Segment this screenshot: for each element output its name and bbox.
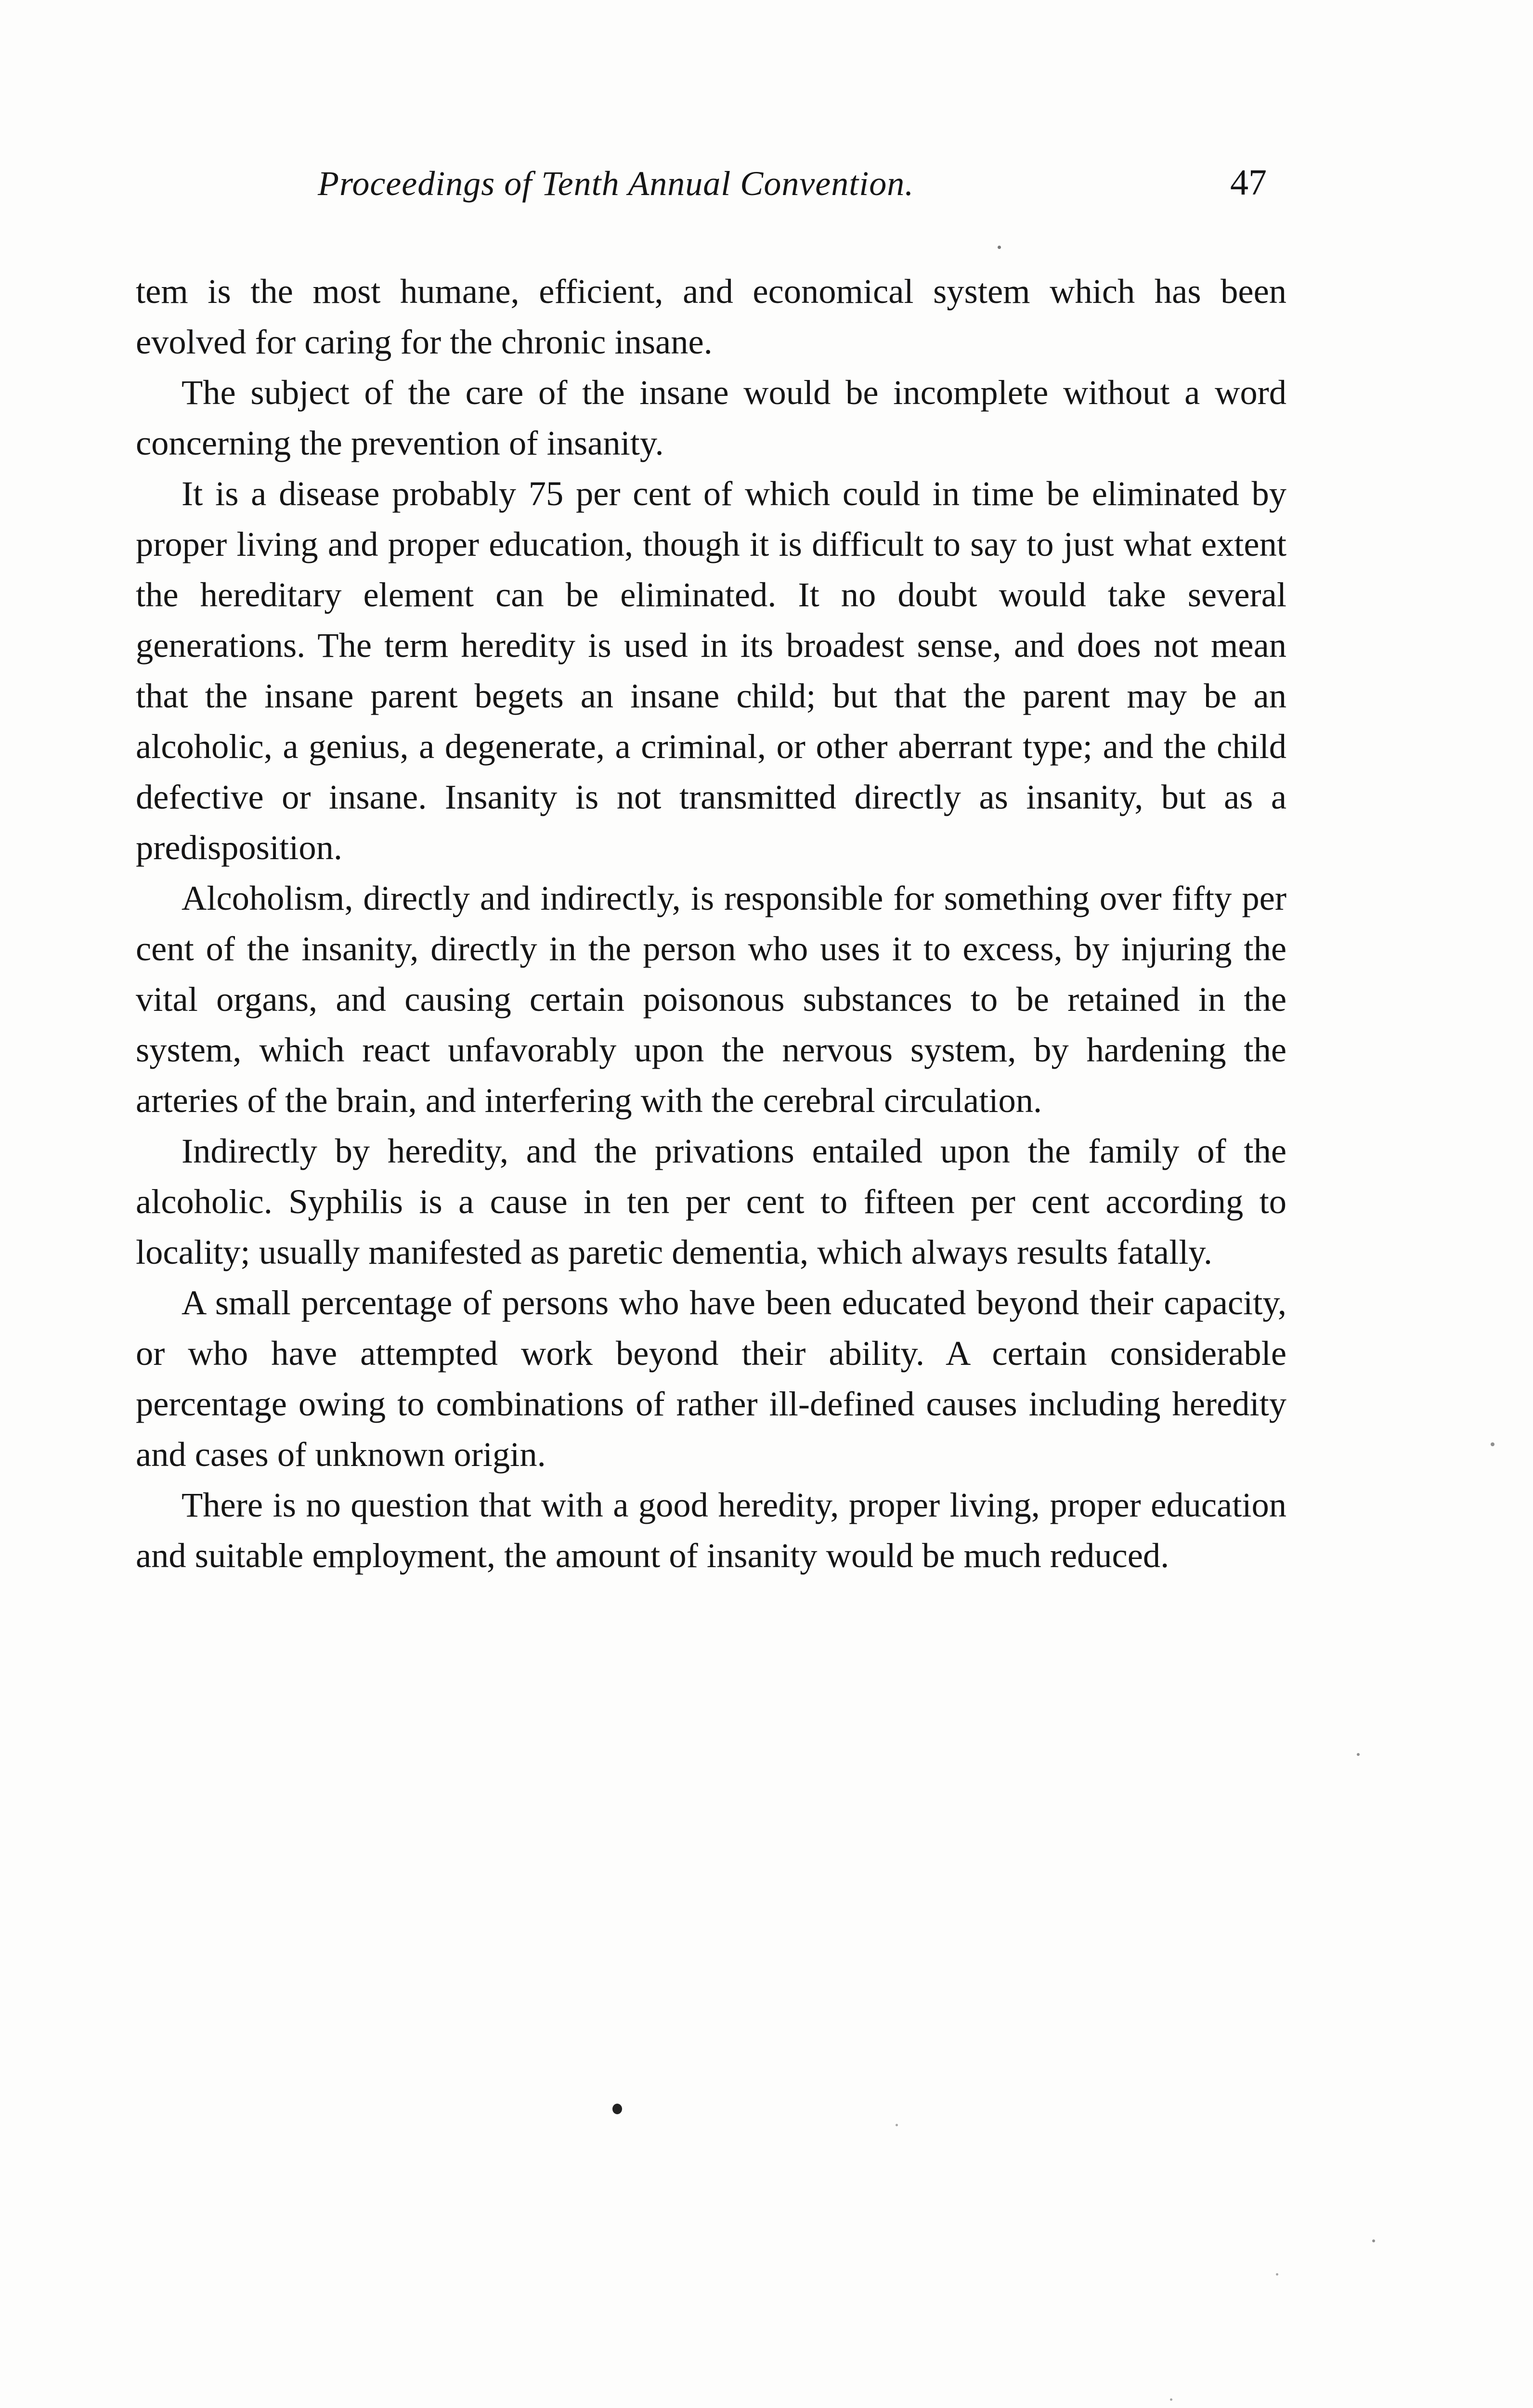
scan-speck: [896, 2124, 898, 2126]
paragraph-care-of-insane: The subject of the care of the insane would be incomplete without a word concerning the prevention of insanity.: [136, 373, 1286, 462]
scan-speck: [612, 2104, 622, 2114]
paragraph-syphilis: Indirectly by heredity, and the privations entailed upon the family of the alcoholic. Syphilis is a cause in ten per cent to fifteen per cent according to locality; usually manifested as paretic dementia, which always results fatally.: [136, 1131, 1286, 1271]
paragraph-disease-heredity: It is a disease probably 75 per cent of which could in time be eliminated by proper living and proper education, though it is difficult to say to just what extent the hereditary element can be eliminated. It no doubt would take several generations. The term heredity is used in its broadest sense, and does not mean that the insane parent begets an insane child; but that the parent may be an alcoholic, a genius, a degenerate, a criminal, or other aberrant type; and the child defective or insane. Insanity is not transmitted directly as insanity, but as a predisposition.: [136, 474, 1286, 867]
paragraph-continuation: tem is the most humane, efficient, and economical system which has been evolved for caring for the chronic insane.: [136, 272, 1286, 361]
body-text: [136, 266, 1286, 1581]
scan-speck: [1357, 1753, 1360, 1756]
paragraph-alcoholism: Alcoholism, directly and indirectly, is responsible for something over fifty per cent of the insanity, directly in the person who uses it to excess, by injuring the vital organs, and causing certain poisonous substances to be retained in the system, which react unfavorably upon the nervous system, by hardening the arteries of the brain, and interfering with the cerebral circulation.: [136, 878, 1286, 1120]
scan-speck: [1372, 2239, 1375, 2242]
scan-speck: [1491, 1442, 1494, 1446]
page-number: 47: [1230, 162, 1267, 203]
paragraph-capacity-causes: A small percentage of persons who have been educated beyond their capacity, or who have attempted work beyond their ability. A certain considerable percentage owing to combinations of rather ill-defined causes including heredity and cases of unknown origin.: [136, 1283, 1286, 1474]
scan-speck: [998, 246, 1001, 249]
running-title: Proceedings of Tenth Annual Convention.: [318, 164, 914, 203]
scan-speck: [1170, 2398, 1172, 2401]
scan-speck: [1276, 2273, 1278, 2276]
paragraph-conclusion: There is no question that with a good heredity, proper living, proper education and suitable employment, the amount of insanity would be much reduced.: [136, 1485, 1286, 1575]
